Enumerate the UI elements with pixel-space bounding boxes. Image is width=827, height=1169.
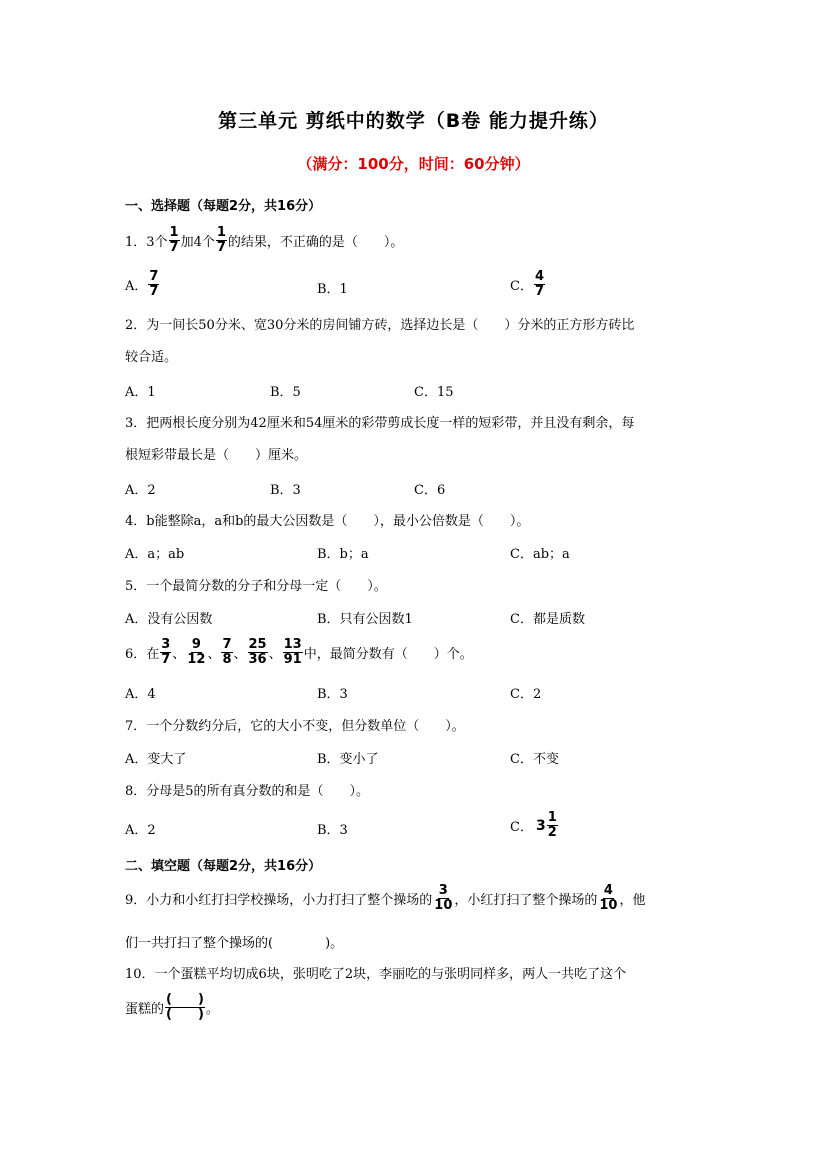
page-subtitle: （满分：100分，时间：60分钟） (297, 155, 530, 173)
question-3-line-1: 3．把两根长度分别为42厘米和54厘米的彩带剪成长度一样的短彩带，并且没有剩余，每 (125, 416, 635, 431)
fraction: $\frac{7}{7}$ (149, 269, 159, 299)
q4-option-b[interactable]: B．b；a (317, 547, 369, 562)
section-heading-choice: 一、选择题（每题2分，共16分） (125, 199, 322, 214)
fraction: $\frac{13}{91}$ (283, 637, 302, 667)
q7-option-a[interactable]: A．变大了 (125, 752, 187, 767)
q3-option-a[interactable]: A．2 (125, 483, 156, 498)
page-title: 第三单元 剪纸中的数学（B卷 能力提升练） (218, 110, 609, 132)
question-4: 4．b能整除a，a和b的最大公因数是（ ），最小公倍数是（ ）。 (125, 514, 530, 529)
fraction: $\frac{1}{7}$ (169, 225, 179, 255)
question-9-line-1: 9．小力和小红打扫学校操场，小力打扫了整个操场的 $\frac{3}{10}$ ，小红打扫了整个操场的 $\frac{4}{10}$ ，他 (125, 883, 646, 913)
fraction: $\frac{7}{8}$ (222, 637, 232, 667)
q5-option-b[interactable]: B．只有公因数1 (317, 612, 413, 627)
question-2-line-2: 较合适。 (125, 350, 178, 365)
fraction: $\frac{3}{7}$ (161, 637, 171, 667)
q6-option-b[interactable]: B．3 (317, 687, 348, 702)
fraction: $\frac{9}{12}$ (187, 637, 206, 667)
q3-option-b[interactable]: B．3 (270, 483, 301, 498)
q8-option-c[interactable]: C． 3 $\frac{1}{2}$ (510, 810, 557, 840)
question-7: 7．一个分数约分后，它的大小不变，但分数单位（ ）。 (125, 719, 465, 734)
fraction: $\frac{25}{36}$ (248, 637, 267, 667)
q3-option-c[interactable]: C．6 (414, 483, 446, 498)
q1-option-a[interactable]: A． $\frac{7}{7}$ (125, 269, 159, 299)
q1-option-c[interactable]: C． $\frac{4}{7}$ (510, 269, 544, 299)
question-1: 1．3个 $\frac{1}{7}$ 加4个 $\frac{1}{7}$ 的结果，不正确的是（ ）。 (125, 225, 404, 255)
question-2-line-1: 2．为一间长50分米、宽30分米的房间铺方砖，选择边长是（ ）分米的正方形方砖比 (125, 318, 635, 333)
question-6: 6．在 $\frac{3}{7}$ 、 $\frac{9}{12}$ 、 $\frac{7}{8}$ 、 $\frac{25}{36}$ 、 $\frac{13}{91}$ 中，最简分数有（ ）个。 (125, 637, 473, 667)
q1-option-b[interactable]: B．1 (317, 282, 348, 297)
q2-option-a[interactable]: A．1 (125, 385, 156, 400)
fraction: $\frac{3}{10}$ (434, 883, 453, 913)
q6-option-c[interactable]: C．2 (510, 687, 542, 702)
q7-option-c[interactable]: C．不变 (510, 752, 559, 767)
answer-blank-fraction[interactable]: $\frac{( )}{( )}$ (166, 992, 204, 1022)
q8-option-a[interactable]: A．2 (125, 823, 156, 838)
q2-option-c[interactable]: C．15 (414, 385, 454, 400)
q4-option-c[interactable]: C．ab；a (510, 547, 570, 562)
section-heading-fill: 二、填空题（每题2分，共16分） (125, 859, 322, 874)
question-8: 8．分母是5的所有真分数的和是（ ）。 (125, 784, 370, 799)
fraction: $\frac{4}{10}$ (599, 883, 618, 913)
question-10-line-2: 蛋糕的 $\frac{( )}{( )}$ 。 (125, 992, 219, 1022)
fraction: $\frac{1}{2}$ (547, 810, 557, 840)
q6-option-a[interactable]: A．4 (125, 687, 156, 702)
q4-option-a[interactable]: A．a；ab (125, 547, 185, 562)
q7-option-b[interactable]: B．变小了 (317, 752, 379, 767)
question-10-line-1: 10．一个蛋糕平均切成6块，张明吃了2块，李丽吃的与张明同样多，两人一共吃了这个 (125, 967, 627, 982)
question-3-line-2: 根短彩带最长是（ ）厘米。 (125, 448, 308, 463)
q2-option-b[interactable]: B．5 (270, 385, 301, 400)
question-9-line-2: 们一共打扫了整个操场的( )。 (125, 936, 344, 951)
q5-option-a[interactable]: A．没有公因数 (125, 612, 213, 627)
fraction: $\frac{4}{7}$ (534, 269, 544, 299)
q5-option-c[interactable]: C．都是质数 (510, 612, 585, 627)
q8-option-b[interactable]: B．3 (317, 823, 348, 838)
fraction: $\frac{1}{7}$ (216, 225, 226, 255)
question-5: 5．一个最简分数的分子和分母一定（ ）。 (125, 579, 387, 594)
